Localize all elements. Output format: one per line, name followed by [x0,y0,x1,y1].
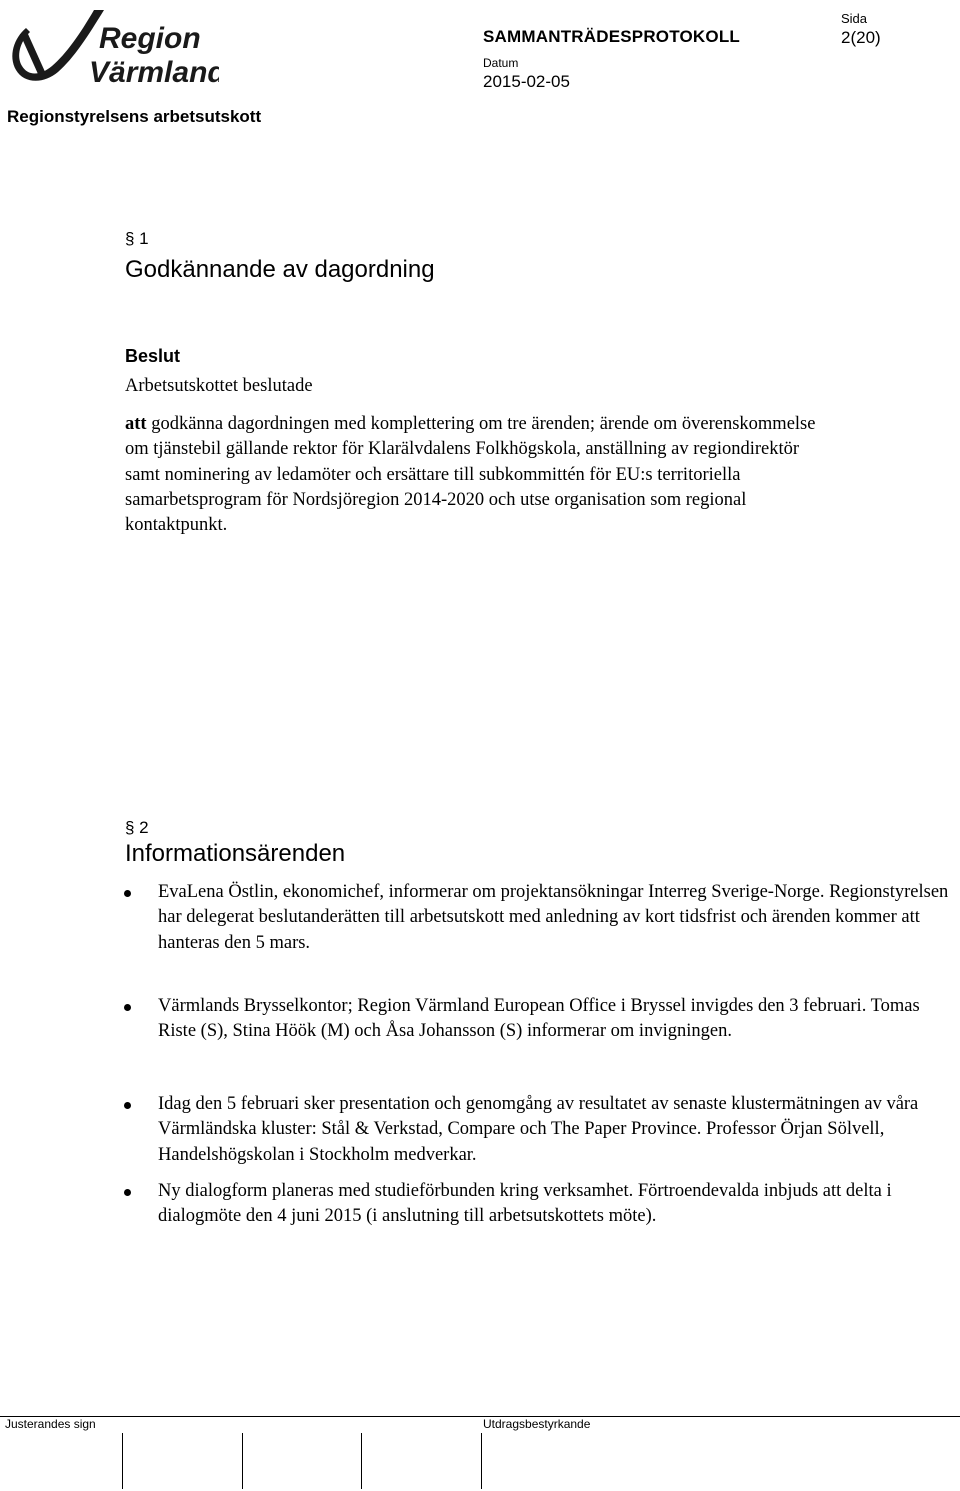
list-item [158,994,958,1045]
section-1-number: § 1 [125,229,149,248]
section-2-number: § 2 [125,818,149,837]
page-number: 2(20) [841,28,881,47]
date-label: Datum [483,56,519,70]
decision-heading: Beslut [125,346,181,366]
svg-text:Värmland: Värmland [89,56,219,88]
bullet-icon [124,1004,131,1011]
decision-paragraph [125,412,825,538]
signature-box-divider [122,1433,123,1489]
signature-box-divider [481,1433,482,1489]
decision-text: godkänna dagordningen med komplettering om tre ärenden; ärende om överenskommelse om tjänstebil gällande rektor för Klarälvdalens Folkhögskola, anställning av regiondirektör samt nominering av ledamöter och ersättare till subkommittén för EU:s territoriella samarbetsprogram för Nordsjöregion 2014-2020 och utse organisation som regional kontaktpunkt. [125,414,816,536]
list-item [158,880,958,956]
list-item-text: Värmlands Brysselkontor; Region Värmland European Office i Bryssel invigdes den 3 februari. Tomas Riste (S), Stina Höök (M) och Åsa Johansson (S) informerar om invigningen. [158,996,920,1042]
decision-att: att [125,414,147,434]
date-value: 2015-02-05 [483,72,570,91]
section-2-title: Informationsärenden [125,840,346,867]
list-item [158,1092,958,1168]
region-varmland-logo [4,4,219,88]
committee-name: Regionstyrelsens arbetsutskott [7,107,262,126]
section-1-title: Godkännande av dagordning [125,256,435,283]
bullet-icon [124,1189,131,1196]
svg-text:Region: Region [99,22,201,55]
signature-box-divider [361,1433,362,1489]
signer-label: Justerandes sign [5,1417,96,1431]
list-item [158,1179,958,1230]
list-item-text: EvaLena Östlin, ekonomichef, informerar om projektansökningar Interreg Sverige-Norge. Regionstyrelsen har delegerat beslutanderätten till arbetsutskott med anledning av kort tidsfrist och ärenden kommer att hanteras den 5 mars. [158,882,949,953]
signature-box-divider [242,1433,243,1489]
bullet-icon [124,890,131,897]
list-item-text: Ny dialogform planeras med studieförbunden kring verksamhet. Förtroendevalda inbjuds att delta i dialogmöte den 4 juni 2015 (i anslutning till arbetsutskottets möte). [158,1181,892,1227]
list-item-text: Idag den 5 februari sker presentation och genomgång av resultatet av senaste klustermätningen av våra Värmländska kluster: Stål & Verkstad, Compare och The Paper Province. Professor Örjan Sölvell, Handelshögskolan i Stockholm medverkar. [158,1094,919,1165]
checkmark-logo-icon [4,4,219,88]
extract-label: Utdragsbestyrkande [483,1417,591,1431]
decision-intro: Arbetsutskottet beslutade [125,376,313,396]
document-title: SAMMANTRÄDESPROTOKOLL [483,27,740,46]
page-label: Sida [841,11,868,26]
bullet-icon [124,1102,131,1109]
footer-divider [0,1416,960,1417]
